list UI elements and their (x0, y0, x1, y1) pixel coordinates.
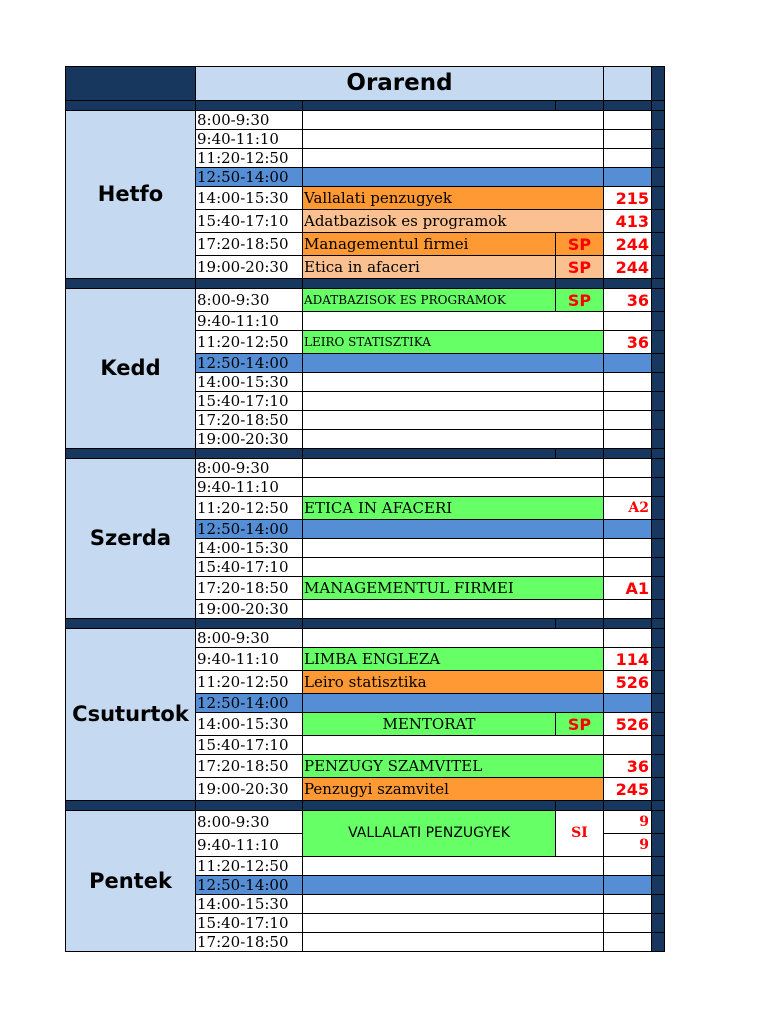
type-cell: SI (556, 811, 604, 857)
room-cell (604, 111, 652, 130)
room-cell: 526 (604, 671, 652, 694)
separator-cell (556, 801, 604, 811)
edge-cell (652, 312, 665, 331)
type-cell: SP (556, 713, 604, 736)
separator-cell (196, 101, 303, 111)
separator-cell (652, 101, 665, 111)
header-edge (652, 67, 665, 101)
time-slot-row (66, 289, 665, 312)
time-cell: 19:00-20:30 (196, 430, 303, 449)
separator-cell (652, 619, 665, 629)
subject-cell (303, 629, 604, 648)
edge-cell (652, 558, 665, 577)
edge-cell (652, 411, 665, 430)
time-cell: 15:40-17:10 (196, 392, 303, 411)
subject-cell: PENZUGY SZAMVITEL (303, 755, 604, 778)
subject-cell (303, 895, 604, 914)
time-slot-row (66, 111, 665, 130)
edge-cell (652, 736, 665, 755)
separator-cell (604, 449, 652, 459)
room-cell (604, 312, 652, 331)
room-cell: A1 (604, 577, 652, 600)
subject-cell (303, 392, 604, 411)
subject-cell: VALLALATI PENZUGYEK (303, 811, 556, 857)
room-cell: 244 (604, 256, 652, 279)
separator-cell (604, 279, 652, 289)
edge-cell (652, 811, 665, 834)
subject-cell (303, 520, 604, 539)
room-cell (604, 914, 652, 933)
edge-cell (652, 149, 665, 168)
room-cell (604, 694, 652, 713)
timetable (65, 66, 665, 952)
time-cell: 17:20-18:50 (196, 233, 303, 256)
time-cell: 8:00-9:30 (196, 811, 303, 834)
time-cell: 19:00-20:30 (196, 256, 303, 279)
room-cell (604, 430, 652, 449)
subject-cell (303, 149, 604, 168)
subject-cell: MANAGEMENTUL FIRMEI (303, 577, 604, 600)
room-cell: 413 (604, 210, 652, 233)
edge-cell (652, 778, 665, 801)
separator-cell (604, 801, 652, 811)
room-cell (604, 857, 652, 876)
day-separator (66, 101, 665, 111)
room-cell (604, 895, 652, 914)
subject-cell: Etica in afaceri (303, 256, 556, 279)
time-cell: 19:00-20:30 (196, 778, 303, 801)
time-cell: 14:00-15:30 (196, 373, 303, 392)
room-cell (604, 130, 652, 149)
time-cell: 12:50-14:00 (196, 694, 303, 713)
time-slot-row (66, 629, 665, 648)
separator-cell (604, 101, 652, 111)
time-cell: 9:40-11:10 (196, 478, 303, 497)
subject-cell (303, 168, 604, 187)
edge-cell (652, 648, 665, 671)
room-cell (604, 520, 652, 539)
room-cell (604, 558, 652, 577)
separator-cell (66, 449, 196, 459)
separator-cell (196, 619, 303, 629)
day-name: Szerda (66, 459, 196, 619)
header-corner (66, 67, 196, 101)
time-cell: 9:40-11:10 (196, 130, 303, 149)
room-cell (604, 149, 652, 168)
edge-cell (652, 187, 665, 210)
separator-cell (66, 279, 196, 289)
subject-cell (303, 111, 604, 130)
room-cell (604, 629, 652, 648)
time-cell: 15:40-17:10 (196, 736, 303, 755)
time-cell: 17:20-18:50 (196, 411, 303, 430)
edge-cell (652, 331, 665, 354)
time-cell: 11:20-12:50 (196, 497, 303, 520)
edge-cell (652, 354, 665, 373)
room-cell: A2 (604, 497, 652, 520)
separator-cell (196, 801, 303, 811)
room-cell (604, 392, 652, 411)
separator-cell (556, 101, 604, 111)
room-cell (604, 478, 652, 497)
time-cell: 8:00-9:30 (196, 111, 303, 130)
edge-cell (652, 694, 665, 713)
time-cell: 12:50-14:00 (196, 520, 303, 539)
edge-cell (652, 834, 665, 857)
time-cell: 17:20-18:50 (196, 933, 303, 952)
separator-cell (556, 449, 604, 459)
subject-cell: Adatbazisok es programok (303, 210, 604, 233)
time-cell: 17:20-18:50 (196, 755, 303, 778)
time-cell: 14:00-15:30 (196, 539, 303, 558)
subject-cell: Penzugyi szamvitel (303, 778, 604, 801)
edge-cell (652, 430, 665, 449)
edge-cell (652, 520, 665, 539)
edge-cell (652, 629, 665, 648)
room-cell (604, 876, 652, 895)
subject-cell: LEIRO STATISZTIKA (303, 331, 604, 354)
time-cell: 17:20-18:50 (196, 577, 303, 600)
subject-cell (303, 411, 604, 430)
edge-cell (652, 539, 665, 558)
time-cell: 15:40-17:10 (196, 558, 303, 577)
subject-cell: ETICA IN AFACERI (303, 497, 604, 520)
edge-cell (652, 233, 665, 256)
room-cell: 215 (604, 187, 652, 210)
edge-cell (652, 713, 665, 736)
edge-cell (652, 914, 665, 933)
room-cell: 36 (604, 755, 652, 778)
subject-cell (303, 373, 604, 392)
page-title: Orarend (196, 67, 604, 101)
room-cell (604, 168, 652, 187)
separator-cell (66, 101, 196, 111)
room-cell: 244 (604, 233, 652, 256)
subject-cell (303, 914, 604, 933)
room-cell (604, 933, 652, 952)
separator-cell (66, 619, 196, 629)
subject-cell (303, 600, 604, 619)
header-blank (604, 67, 652, 101)
time-cell: 9:40-11:10 (196, 834, 303, 857)
time-cell: 12:50-14:00 (196, 168, 303, 187)
room-cell (604, 411, 652, 430)
edge-cell (652, 478, 665, 497)
edge-cell (652, 933, 665, 952)
subject-cell: MENTORAT (303, 713, 556, 736)
room-cell (604, 539, 652, 558)
time-cell: 8:00-9:30 (196, 289, 303, 312)
separator-cell (303, 801, 556, 811)
time-cell: 11:20-12:50 (196, 331, 303, 354)
time-cell: 11:20-12:50 (196, 857, 303, 876)
room-cell (604, 736, 652, 755)
separator-cell (303, 449, 556, 459)
time-cell: 14:00-15:30 (196, 713, 303, 736)
type-cell: SP (556, 233, 604, 256)
time-slot-row (66, 811, 665, 834)
subject-cell (303, 539, 604, 558)
subject-cell (303, 736, 604, 755)
time-cell: 14:00-15:30 (196, 187, 303, 210)
time-cell: 11:20-12:50 (196, 149, 303, 168)
room-cell (604, 600, 652, 619)
separator-cell (303, 619, 556, 629)
day-separator (66, 449, 665, 459)
day-separator (66, 619, 665, 629)
subject-cell (303, 558, 604, 577)
separator-cell (652, 801, 665, 811)
room-cell: 36 (604, 331, 652, 354)
edge-cell (652, 497, 665, 520)
day-name: Hetfo (66, 111, 196, 279)
subject-cell: Managementul firmei (303, 233, 556, 256)
edge-cell (652, 671, 665, 694)
separator-cell (196, 279, 303, 289)
subject-cell (303, 459, 604, 478)
subject-cell: LIMBA ENGLEZA (303, 648, 604, 671)
edge-cell (652, 130, 665, 149)
time-cell: 12:50-14:00 (196, 876, 303, 895)
room-cell: 526 (604, 713, 652, 736)
separator-cell (652, 279, 665, 289)
subject-cell: Leiro statisztika (303, 671, 604, 694)
edge-cell (652, 256, 665, 279)
room-cell (604, 459, 652, 478)
edge-cell (652, 210, 665, 233)
subject-cell (303, 933, 604, 952)
day-name: Csuturtok (66, 629, 196, 801)
type-cell: SP (556, 289, 604, 312)
edge-cell (652, 459, 665, 478)
room-cell (604, 354, 652, 373)
edge-cell (652, 876, 665, 895)
separator-cell (556, 279, 604, 289)
edge-cell (652, 373, 665, 392)
time-cell: 19:00-20:30 (196, 600, 303, 619)
edge-cell (652, 600, 665, 619)
separator-cell (303, 279, 556, 289)
edge-cell (652, 111, 665, 130)
subject-cell (303, 430, 604, 449)
room-cell: 245 (604, 778, 652, 801)
subject-cell (303, 354, 604, 373)
time-slot-row (66, 459, 665, 478)
time-cell: 9:40-11:10 (196, 312, 303, 331)
room-cell: 9 (604, 811, 652, 834)
time-cell: 11:20-12:50 (196, 671, 303, 694)
time-cell: 15:40-17:10 (196, 914, 303, 933)
separator-cell (303, 101, 556, 111)
time-cell: 8:00-9:30 (196, 629, 303, 648)
subject-cell (303, 876, 604, 895)
edge-cell (652, 857, 665, 876)
time-cell: 8:00-9:30 (196, 459, 303, 478)
subject-cell (303, 130, 604, 149)
subject-cell (303, 857, 604, 876)
edge-cell (652, 168, 665, 187)
room-cell (604, 373, 652, 392)
day-separator (66, 801, 665, 811)
room-cell: 114 (604, 648, 652, 671)
separator-cell (652, 449, 665, 459)
day-name: Kedd (66, 289, 196, 449)
edge-cell (652, 895, 665, 914)
time-cell: 9:40-11:10 (196, 648, 303, 671)
separator-cell (66, 801, 196, 811)
edge-cell (652, 289, 665, 312)
type-cell: SP (556, 256, 604, 279)
subject-cell: Vallalati penzugyek (303, 187, 604, 210)
edge-cell (652, 392, 665, 411)
subject-cell: ADATBAZISOK ES PROGRAMOK (303, 289, 556, 312)
edge-cell (652, 755, 665, 778)
time-cell: 14:00-15:30 (196, 895, 303, 914)
day-separator (66, 279, 665, 289)
separator-cell (196, 449, 303, 459)
separator-cell (604, 619, 652, 629)
room-cell: 36 (604, 289, 652, 312)
edge-cell (652, 577, 665, 600)
subject-cell (303, 694, 604, 713)
header-row (66, 67, 665, 101)
time-cell: 15:40-17:10 (196, 210, 303, 233)
time-cell: 12:50-14:00 (196, 354, 303, 373)
subject-cell (303, 478, 604, 497)
room-cell: 9 (604, 834, 652, 857)
separator-cell (556, 619, 604, 629)
subject-cell (303, 312, 604, 331)
day-name: Pentek (66, 811, 196, 952)
